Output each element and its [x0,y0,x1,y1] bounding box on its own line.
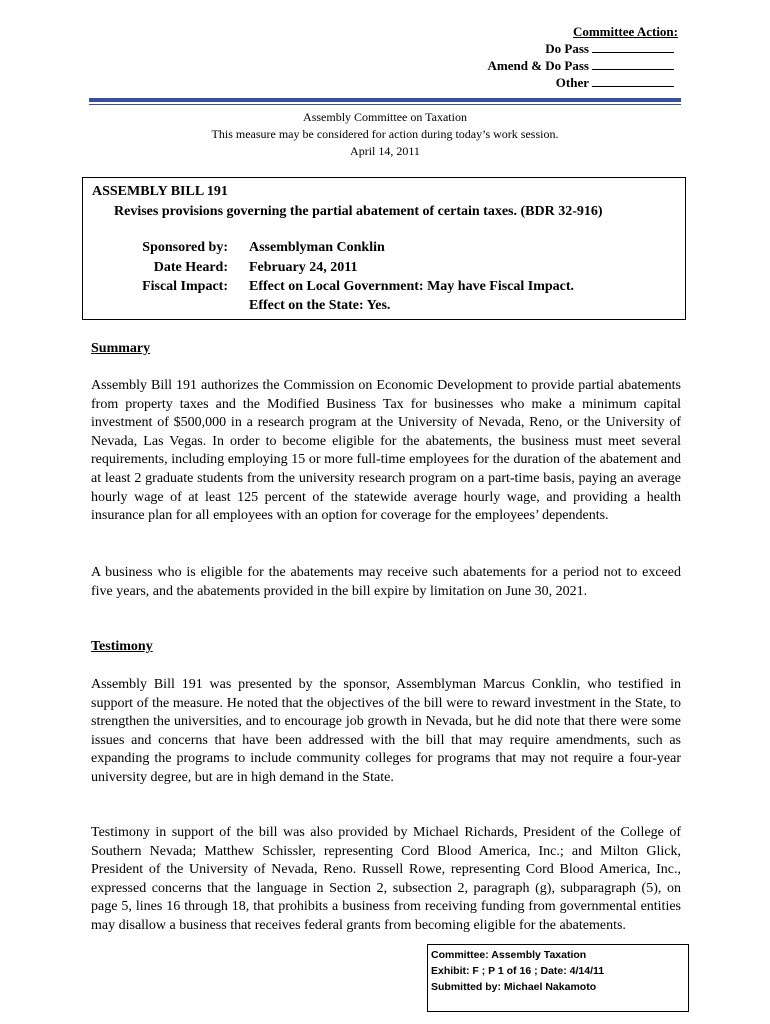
exhibit-stamp [427,944,689,1012]
amend-do-pass-line [488,58,674,74]
committee-name: Assembly Committee on Taxation [303,110,467,124]
do-pass-blank [592,41,674,53]
testimony-heading: Testimony [91,639,153,654]
exhibit-committee: Committee: Assembly Taxation [431,949,587,961]
exhibit-submitted-by: Submitted by: Michael Nakamoto [431,981,597,993]
fiscal-local-value: Effect on Local Government: May have Fiscal Impact. [249,279,575,294]
do-pass-label: Do Pass [545,41,589,56]
date-heard-label: Date Heard: [153,260,228,275]
fiscal-state-value: Effect on the State: Yes. [249,298,391,313]
date-heard-value: February 24, 2011 [249,260,358,275]
amend-do-pass-label: Amend & Do Pass [487,58,589,73]
session-date: April 14, 2011 [350,144,420,158]
sponsored-by-label: Sponsored by: [142,240,228,255]
committee-action-title: Committee Action: [572,24,678,39]
do-pass-line [545,41,674,57]
bill-description: Revises provisions governing the partial abatement of certain taxes. (BDR 32-916) [114,204,603,219]
testimony-paragraph-1: Assembly Bill 191 was presented by the sponsor, Assemblyman Marcus Conklin, who testified in support of the measure. He noted that the objectives of the bill were to reward investment in the State, to strengthen the universities, and to encourage job growth in Nevada, but he did note that there were some issues and concerns that have been addressed with the bill that may require amendments, such as expanding the programs to include community colleges for programs that may not require a four-year university degree, but are in high demand in the State. [91,677,681,785]
amend-do-pass-blank [592,58,674,70]
summary-paragraph-1: Assembly Bill 191 authorizes the Commission on Economic Development to provide partial abatements from property taxes and the Modified Business Tax for businesses who make a minimum capital investment of $500,000 in a research program at the University of Nevada, Reno, or the University of Nevada, Las Vegas. In order to become eligible for the abatements, the business must meet several requirements, including employing 15 or more full-time employees for the duration of the abatement and at least 2 graduate students from the university research program on a part-time basis, paying an average hourly wage of at least 125 percent of the statewide average hourly wage, and providing a health insurance plan for all employees with an option for coverage for the employees’ dependents. [91,378,681,524]
exhibit-page-date: Exhibit: F ; P 1 of 16 ; Date: 4/14/11 [431,965,605,977]
testimony-paragraph-2: Testimony in support of the bill was also provided by Michael Richards, President of the College of Southern Nevada; Matthew Schissler, representing Cord Blood America, Inc.; and Milton Glick, President of the University of Nevada, Reno. Russell Rowe, representing Cord Blood America, Inc., expressed concerns that the language in Section 2, subsection 2, paragraph (g), subparagraph (5), on page 5, lines 16 through 18, that prohibits a business from receiving funding from governmental entities may disallow a business that receives federal grants from becoming eligible for the abatements. [91,825,681,933]
work-session-note: This measure may be considered for action during today’s work session. [211,127,559,141]
header-rule-thick [89,98,681,102]
summary-paragraph-2: A business who is eligible for the abatements may receive such abatements for a period not to exceed five years, and the abatements provided in the bill expire by limitation on June 30, 2021. [91,565,681,599]
sponsored-by-value: Assemblyman Conklin [249,240,385,255]
bill-number: ASSEMBLY BILL 191 [92,184,228,199]
header-rule-thin [89,104,681,105]
other-line [556,75,674,91]
other-label: Other [555,75,589,90]
summary-heading: Summary [91,341,151,356]
fiscal-impact-label: Fiscal Impact: [142,279,228,294]
other-blank [592,75,674,87]
